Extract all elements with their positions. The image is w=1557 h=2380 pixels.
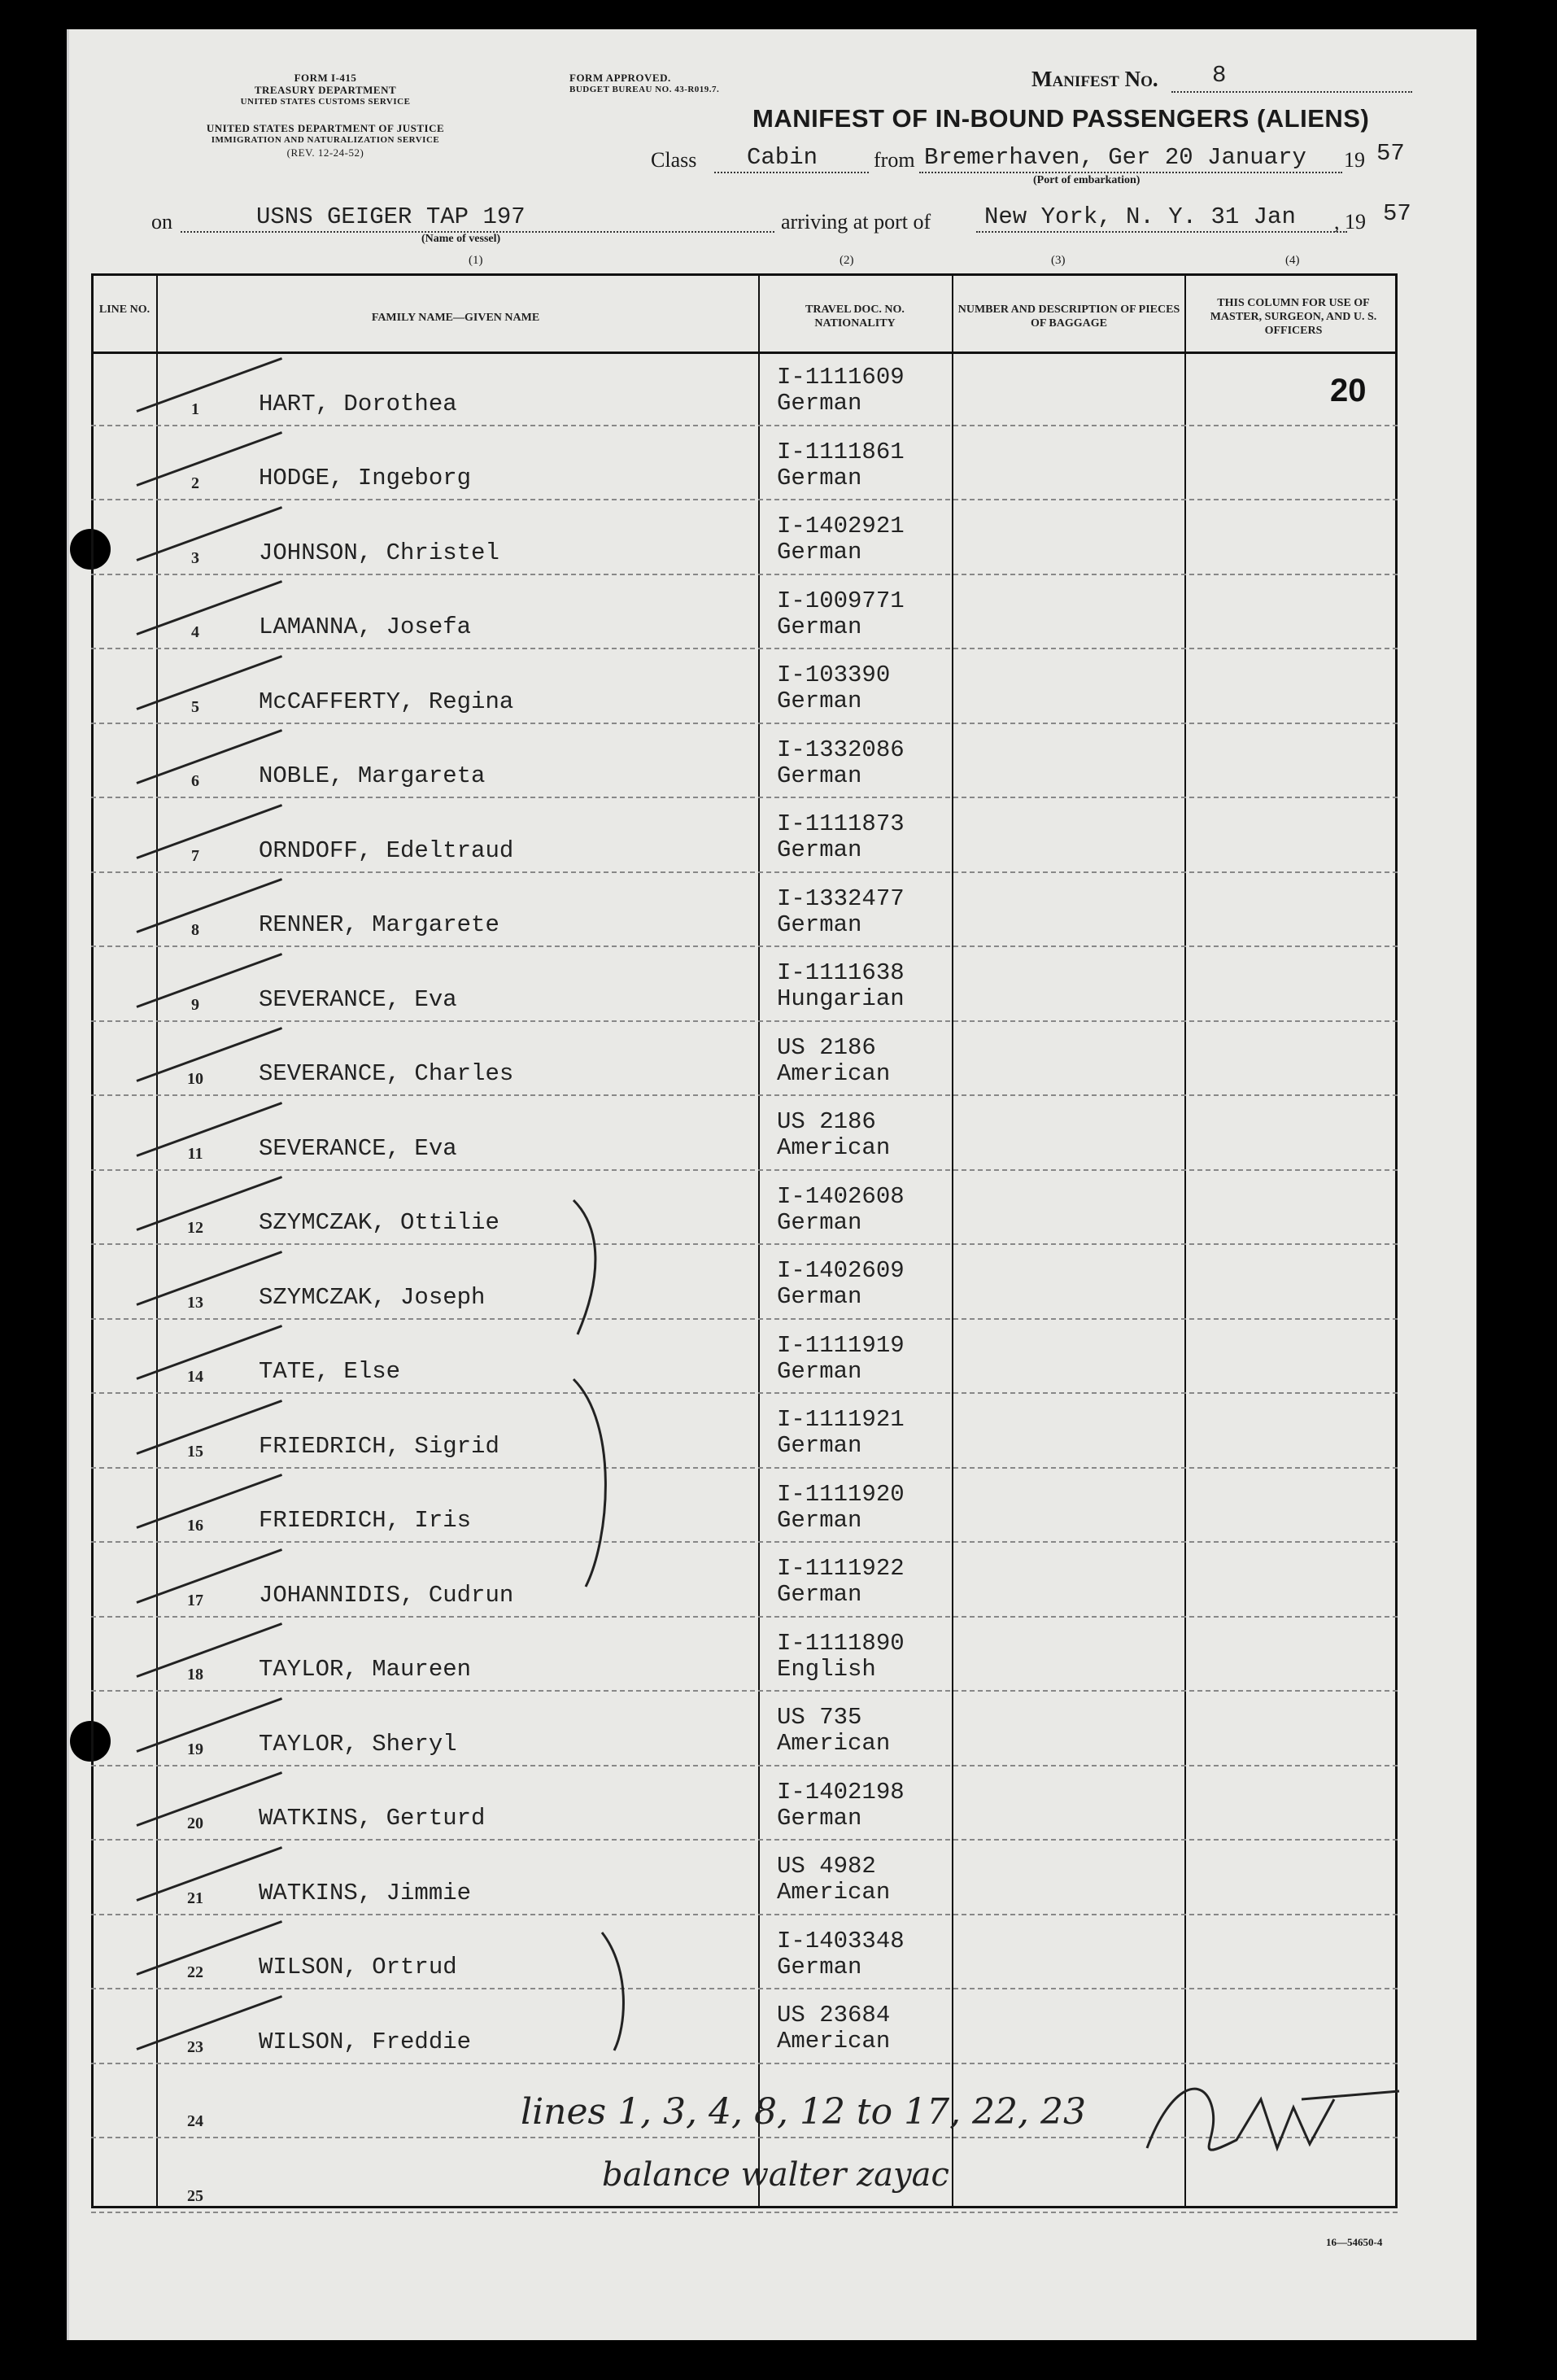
line-number: 2: [191, 474, 199, 492]
passenger-name: HODGE, Ingeborg: [259, 465, 472, 491]
manifest-title: MANIFEST OF IN-BOUND PASSENGERS (ALIENS): [752, 104, 1370, 133]
nationality: American: [777, 1134, 891, 1161]
form-approved: FORM APPROVED.: [569, 72, 671, 84]
col-marker-2: (2): [840, 254, 854, 267]
row-divider: [91, 1765, 1398, 1766]
nationality: German: [777, 1208, 862, 1236]
col-header-line-no: LINE NO.: [98, 304, 150, 316]
passenger-name: SEVERANCE, Eva: [259, 985, 457, 1013]
port-of-arrival: New York, N. Y. 31 Jan: [984, 203, 1296, 230]
line-number: 7: [191, 846, 199, 865]
line-number: 6: [191, 772, 199, 790]
passenger-name: WATKINS, Jimmie: [259, 1879, 472, 1906]
travel-doc-number: I-1402198: [777, 1778, 905, 1806]
line-number: 23: [187, 2037, 203, 2056]
nationality: German: [777, 836, 862, 863]
row-divider: [91, 1094, 1398, 1096]
nationality: German: [777, 1432, 862, 1459]
travel-doc-number: I-1402609: [777, 1257, 905, 1284]
row-divider: [91, 1541, 1398, 1543]
line-number: 3: [191, 548, 199, 567]
passenger-name: TAYLOR, Sheryl: [259, 1730, 457, 1758]
travel-doc-number: I-103390: [777, 662, 891, 688]
bracket-mark: [598, 1928, 639, 2059]
row-divider: [91, 1616, 1398, 1618]
travel-doc-number: I-1402921: [777, 513, 905, 539]
travel-doc-number: I-1111638: [777, 959, 905, 986]
col-header-name: FAMILY NAME—GIVEN NAME: [371, 312, 540, 324]
manifest-no-label: Manifest No.: [1031, 67, 1158, 91]
line-number: 20: [187, 1814, 203, 1832]
ins-service: IMMIGRATION AND NATURALIZATION SERVICE: [211, 135, 440, 145]
passenger-name: WILSON, Ortrud: [259, 1954, 457, 1980]
row-divider: [91, 723, 1398, 724]
class-label: Class: [651, 148, 697, 172]
nationality: German: [777, 464, 862, 491]
nationality: German: [777, 1581, 862, 1608]
travel-doc-number: I-1111919: [777, 1331, 905, 1359]
travel-doc-number: I-1332477: [777, 884, 905, 912]
port-caption: (Port of embarkation): [1033, 174, 1140, 186]
col-marker-3: (3): [1051, 254, 1066, 267]
nationality: American: [777, 2028, 891, 2055]
footer-code: 16—54650-4: [1326, 2236, 1383, 2248]
passenger-name: TAYLOR, Maureen: [259, 1656, 472, 1683]
manifest-no-value: 8: [1212, 62, 1227, 89]
vessel-caption: (Name of vessel): [421, 233, 501, 245]
nationality: German: [777, 688, 862, 714]
travel-doc-number: I-1111922: [777, 1555, 905, 1582]
passenger-name: LAMANNA, Josefa: [259, 614, 472, 640]
passenger-name: FRIEDRICH, Iris: [259, 1507, 472, 1534]
bracket-mark: [569, 1375, 618, 1595]
travel-doc-number: I-1111921: [777, 1406, 905, 1433]
year-1: 57: [1376, 140, 1405, 167]
passenger-name: RENNER, Margarete: [259, 911, 499, 938]
year-prefix-1: 19: [1344, 148, 1365, 172]
nationality: German: [777, 911, 862, 938]
row-divider: [91, 797, 1398, 798]
nationality: German: [777, 1506, 862, 1534]
nationality: German: [777, 762, 862, 789]
line-number: 8: [191, 921, 199, 939]
form-number: FORM I-415: [294, 72, 357, 84]
handwritten-note-balance: balance walter zayac: [602, 2156, 949, 2194]
on-label: on: [151, 210, 172, 234]
nationality: American: [777, 1730, 891, 1757]
row-divider: [91, 1914, 1398, 1915]
row-divider: [91, 1020, 1398, 1022]
passenger-name: HART, Dorothea: [259, 390, 457, 417]
travel-doc-number: US 4982: [777, 1853, 876, 1880]
port-of-embarkation: Bremerhaven, Ger 20 January: [924, 144, 1306, 171]
passenger-name: FRIEDRICH, Sigrid: [259, 1432, 499, 1460]
treasury-dept: TREASURY DEPARTMENT: [254, 84, 397, 96]
col-marker-1: (1): [469, 254, 483, 267]
nationality: American: [777, 1059, 891, 1087]
passenger-name: ORNDOFF, Edeltraud: [259, 836, 514, 864]
row-divider: [91, 871, 1398, 873]
row-divider: [91, 648, 1398, 649]
travel-doc-number: I-1332086: [777, 736, 905, 763]
vessel-name: USNS GEIGER TAP 197: [256, 203, 526, 230]
line-number: 11: [187, 1144, 203, 1163]
line-number: 12: [187, 1219, 203, 1237]
travel-doc-number: I-1111920: [777, 1480, 905, 1508]
arriving-label: arriving at port of: [781, 210, 931, 234]
row-divider: [91, 1690, 1398, 1692]
travel-doc-number: I-1111861: [777, 438, 905, 465]
col-header-travel-doc: TRAVEL DOC. NO. NATIONALITY: [805, 304, 905, 330]
passenger-name: WATKINS, Gerturd: [259, 1805, 486, 1832]
line-number: 1: [191, 400, 199, 418]
passenger-name: NOBLE, Margareta: [259, 762, 486, 789]
line-number: 5: [191, 697, 199, 716]
revision-date: (REV. 12-24-52): [286, 146, 364, 159]
line-number: 25: [187, 2186, 203, 2205]
line-number: 22: [187, 1963, 203, 1981]
line-number: 17: [187, 1591, 203, 1609]
row-divider: [91, 499, 1398, 500]
nationality: German: [777, 539, 862, 566]
class-value: Cabin: [747, 144, 818, 171]
from-label: from: [874, 148, 915, 172]
passenger-name: SEVERANCE, Charles: [259, 1060, 514, 1087]
line-number: 16: [187, 1517, 203, 1535]
nationality: German: [777, 1953, 862, 1980]
line-number: 21: [187, 1889, 203, 1907]
line-number: 10: [187, 1070, 203, 1088]
row-divider: [91, 1988, 1398, 1989]
passenger-name: SZYMCZAK, Joseph: [259, 1283, 486, 1311]
row-divider: [91, 574, 1398, 575]
year-prefix-2: , 19: [1334, 210, 1366, 234]
customs-service: UNITED STATES CUSTOMS SERVICE: [240, 97, 411, 107]
row-divider: [91, 1243, 1398, 1245]
passenger-name: SZYMCZAK, Ottilie: [259, 1209, 499, 1236]
row-divider: [91, 1839, 1398, 1841]
passenger-name: JOHNSON, Christel: [259, 539, 499, 566]
line-number: 15: [187, 1442, 203, 1461]
nationality: German: [777, 390, 862, 417]
col-header-officers: THIS COLUMN FOR USE OF MASTER, SURGEON, AND U. S. OFFICERS: [1210, 297, 1377, 337]
officer-count: 20: [1330, 373, 1367, 408]
row-divider: [91, 2212, 1398, 2213]
travel-doc-number: I-1111609: [777, 364, 905, 391]
budget-bureau: BUDGET BUREAU NO. 43-R019.7.: [569, 85, 720, 94]
nationality: German: [777, 613, 862, 640]
travel-doc-number: US 2186: [777, 1108, 876, 1135]
line-number: 13: [187, 1293, 203, 1312]
passenger-name: McCAFFERTY, Regina: [259, 688, 514, 715]
justice-dept: UNITED STATES DEPARTMENT OF JUSTICE: [206, 122, 445, 134]
row-divider: [91, 1169, 1398, 1171]
row-divider: [91, 425, 1398, 426]
handwritten-signature: [1139, 2050, 1407, 2181]
nationality: American: [777, 1879, 891, 1906]
travel-doc-number: I-1009771: [777, 587, 905, 614]
travel-doc-number: I-1402608: [777, 1182, 905, 1210]
passenger-name: WILSON, Freddie: [259, 2028, 472, 2055]
travel-doc-number: US 735: [777, 1704, 862, 1731]
nationality: German: [777, 1357, 862, 1385]
travel-doc-number: US 23684: [777, 2002, 891, 2028]
bracket-mark: [569, 1196, 618, 1343]
nationality: Hungarian: [777, 985, 905, 1012]
passenger-name: SEVERANCE, Eva: [259, 1134, 457, 1162]
nationality: German: [777, 1804, 862, 1832]
travel-doc-number: I-1403348: [777, 1927, 905, 1954]
travel-doc-number: I-1111890: [777, 1629, 905, 1657]
line-number: 14: [187, 1368, 203, 1386]
row-divider: [91, 1392, 1398, 1394]
row-divider: [91, 1318, 1398, 1320]
travel-doc-number: I-1111873: [777, 810, 905, 837]
line-number: 4: [191, 623, 199, 641]
col-marker-4: (4): [1285, 254, 1300, 267]
row-divider: [91, 1467, 1398, 1469]
travel-doc-number: US 2186: [777, 1033, 876, 1061]
line-number: 19: [187, 1740, 203, 1758]
nationality: English: [777, 1655, 876, 1683]
row-divider: [91, 945, 1398, 947]
passenger-name: TATE, Else: [259, 1358, 401, 1385]
line-number: 18: [187, 1666, 203, 1683]
line-number: 9: [191, 995, 199, 1014]
line-number: 24: [187, 2112, 203, 2130]
handwritten-note-lines: lines 1, 3, 4, 8, 12 to 17, 22, 23: [521, 2091, 1086, 2133]
nationality: German: [777, 1283, 862, 1310]
year-2: 57: [1383, 200, 1411, 227]
col-header-baggage: NUMBER AND DESCRIPTION OF PIECES OF BAGGAGE: [957, 304, 1180, 330]
passenger-name: JOHANNIDIS, Cudrun: [259, 1581, 514, 1609]
